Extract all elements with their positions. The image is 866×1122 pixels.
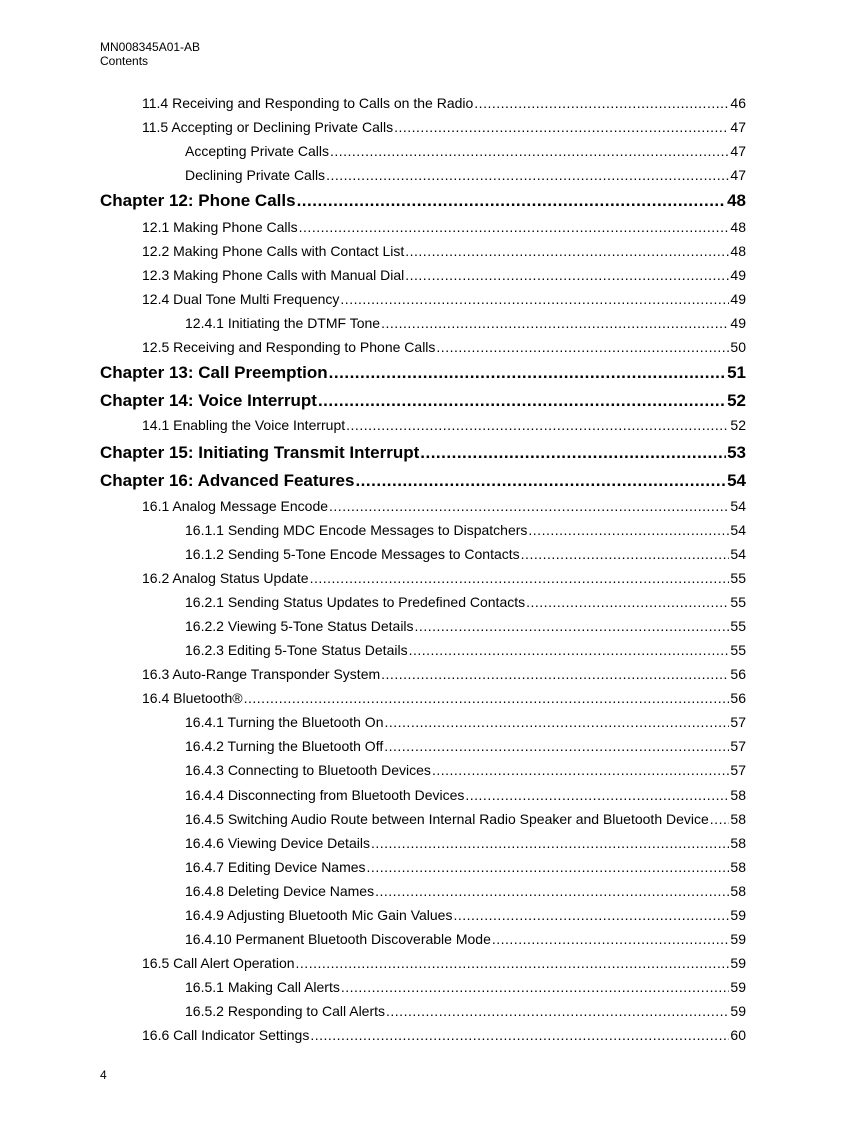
- toc-entry[interactable]: [142, 955, 746, 971]
- toc-entry-title: 12.3 Making Phone Calls with Manual Dial: [142, 267, 405, 283]
- toc-entry[interactable]: [185, 594, 746, 610]
- dot-leader: [384, 714, 729, 730]
- toc-entry-page: 49: [730, 267, 746, 283]
- toc-entry[interactable]: [185, 522, 746, 538]
- toc-entry-page: 58: [730, 883, 746, 899]
- toc-entry[interactable]: [185, 618, 746, 634]
- page-number: 4: [100, 1068, 107, 1082]
- toc-entry-title: 16.4.2 Turning the Bluetooth Off: [185, 738, 384, 754]
- dot-leader: [492, 931, 730, 947]
- toc-entry-page: 58: [730, 787, 746, 803]
- toc-entry[interactable]: [142, 417, 746, 433]
- dot-leader: [528, 522, 729, 538]
- toc-entry[interactable]: [185, 642, 746, 658]
- dot-leader: [409, 642, 730, 658]
- toc-entry-title: 16.5 Call Alert Operation: [142, 955, 295, 971]
- toc-entry-page: 48: [727, 191, 746, 210]
- dot-leader: [420, 443, 726, 463]
- toc-entry-page: 57: [730, 714, 746, 730]
- toc-entry-title: Declining Private Calls: [185, 167, 326, 183]
- dot-leader: [346, 417, 729, 433]
- toc-entry-page: 59: [730, 931, 746, 947]
- dot-leader: [329, 363, 726, 383]
- dot-leader: [310, 1027, 729, 1043]
- toc-entry-page: 49: [730, 291, 746, 307]
- toc-entry-title: 16.1.1 Sending MDC Encode Messages to Dispatchers: [185, 522, 528, 538]
- toc-entry-page: 52: [730, 417, 746, 433]
- toc-entry-title: 16.2.3 Editing 5-Tone Status Details: [185, 642, 408, 658]
- dot-leader: [453, 907, 729, 923]
- dot-leader: [474, 95, 729, 111]
- dot-leader: [415, 618, 730, 634]
- toc-entry-title: 16.4.10 Permanent Bluetooth Discoverable Mode: [185, 931, 491, 947]
- dot-leader: [432, 762, 729, 778]
- toc-entry-page: 46: [730, 95, 746, 111]
- toc-entry[interactable]: [142, 570, 746, 586]
- toc-entry-title: 12.1 Making Phone Calls: [142, 219, 298, 235]
- dot-leader: [310, 570, 730, 586]
- dot-leader: [381, 666, 729, 682]
- toc-entry-title: 14.1 Enabling the Voice Interrupt: [142, 417, 346, 433]
- toc-entry-page: 60: [730, 1027, 746, 1043]
- dot-leader: [330, 143, 729, 159]
- toc-entry-title: 16.4.1 Turning the Bluetooth On: [185, 714, 384, 730]
- dot-leader: [341, 979, 730, 995]
- toc-entry[interactable]: [185, 979, 746, 995]
- toc-entry[interactable]: [142, 291, 746, 307]
- toc-entry[interactable]: [142, 690, 746, 706]
- dot-leader: [297, 191, 727, 211]
- dot-leader: [394, 119, 729, 135]
- toc-entry[interactable]: [185, 762, 746, 778]
- toc-entry-title: 16.2.2 Viewing 5-Tone Status Details: [185, 618, 414, 634]
- toc-entry-page: 52: [727, 391, 746, 410]
- toc-entry[interactable]: [185, 167, 746, 183]
- dot-leader: [521, 546, 730, 562]
- toc-entry[interactable]: [142, 267, 746, 283]
- toc-entry-title: 16.4.7 Editing Device Names: [185, 859, 366, 875]
- toc-entry-title: 16.1.2 Sending 5-Tone Encode Messages to Contacts: [185, 546, 520, 562]
- toc-entry-title: 12.5 Receiving and Responding to Phone Calls: [142, 339, 436, 355]
- toc-entry[interactable]: [185, 907, 746, 923]
- toc-entry-title: Chapter 14: Voice Interrupt: [100, 391, 317, 410]
- toc-entry-title: Chapter 12: Phone Calls: [100, 191, 296, 210]
- toc-entry-page: 54: [730, 522, 746, 538]
- dot-leader: [329, 498, 729, 514]
- dot-leader: [299, 219, 730, 235]
- toc-entry-page: 48: [730, 243, 746, 259]
- toc-entry[interactable]: [142, 1027, 746, 1043]
- dot-leader: [384, 738, 729, 754]
- toc-entry-title: Chapter 15: Initiating Transmit Interrupt: [100, 443, 420, 462]
- toc-entry[interactable]: [185, 787, 746, 803]
- dot-leader: [405, 267, 729, 283]
- toc-entry-page: 59: [730, 1003, 746, 1019]
- dot-leader: [710, 811, 730, 827]
- toc-entry-title: 11.5 Accepting or Declining Private Calls: [142, 119, 394, 135]
- dot-leader: [340, 291, 729, 307]
- toc-entry-page: 47: [730, 119, 746, 135]
- dot-leader: [244, 690, 730, 706]
- toc-entry[interactable]: [142, 219, 746, 235]
- toc-entry-title: 11.4 Receiving and Responding to Calls on the Radio: [142, 95, 474, 111]
- toc-entry-title: 16.4 Bluetooth®: [142, 690, 243, 706]
- toc-entry[interactable]: [185, 835, 746, 851]
- toc-entry[interactable]: [185, 546, 746, 562]
- toc-entry[interactable]: [185, 811, 746, 827]
- toc-entry-page: 59: [730, 907, 746, 923]
- toc-entry-page: 54: [727, 471, 746, 490]
- toc-entry-page: 55: [730, 570, 746, 586]
- toc-entry-page: 57: [730, 762, 746, 778]
- toc-entry-page: 55: [730, 642, 746, 658]
- toc-entry-page: 56: [730, 690, 746, 706]
- dot-leader: [381, 315, 729, 331]
- toc-entry-title: 16.5.2 Responding to Call Alerts: [185, 1003, 386, 1019]
- toc-entry-title: 16.4.5 Switching Audio Route between Internal Radio Speaker and Bluetooth Device: [185, 811, 709, 827]
- toc-entry[interactable]: [185, 143, 746, 159]
- dot-leader: [465, 787, 729, 803]
- toc-entry-page: 56: [730, 666, 746, 682]
- toc-entry-title: 16.4.8 Deleting Device Names: [185, 883, 375, 899]
- toc-entry-page: 54: [730, 498, 746, 514]
- section-label: Contents: [100, 54, 149, 68]
- toc-chapter-entry[interactable]: [100, 391, 746, 411]
- toc-entry[interactable]: [185, 1003, 746, 1019]
- toc-entry-title: 12.4.1 Initiating the DTMF Tone: [185, 315, 381, 331]
- toc-entry[interactable]: [142, 666, 746, 682]
- toc-entry-page: 51: [727, 363, 746, 382]
- toc-entry-title: 16.4.3 Connecting to Bluetooth Devices: [185, 762, 431, 778]
- toc-entry-page: 59: [730, 955, 746, 971]
- toc-chapter-entry[interactable]: [100, 443, 746, 463]
- toc-entry[interactable]: [142, 243, 746, 259]
- dot-leader: [375, 883, 729, 899]
- toc-entry-title: 16.1 Analog Message Encode: [142, 498, 329, 514]
- toc-entry-title: Chapter 16: Advanced Features: [100, 471, 355, 490]
- toc-entry-title: 16.2.1 Sending Status Updates to Predefined Contacts: [185, 594, 526, 610]
- toc-entry-page: 50: [730, 339, 746, 355]
- toc-entry[interactable]: [185, 859, 746, 875]
- toc-entry[interactable]: [142, 498, 746, 514]
- toc-entry[interactable]: [185, 714, 746, 730]
- toc-entry[interactable]: [142, 119, 746, 135]
- toc-entry-page: 54: [730, 546, 746, 562]
- toc-entry-title: 16.5.1 Making Call Alerts: [185, 979, 340, 995]
- toc-chapter-entry[interactable]: [100, 191, 746, 211]
- toc-entry-page: 58: [730, 835, 746, 851]
- document-id: MN008345A01-AB: [100, 40, 201, 54]
- dot-leader: [367, 859, 730, 875]
- toc-entry-title: 16.6 Call Indicator Settings: [142, 1027, 310, 1043]
- toc-entry-page: 47: [730, 167, 746, 183]
- toc-entry-page: 59: [730, 979, 746, 995]
- toc-entry[interactable]: [142, 95, 746, 111]
- dot-leader: [326, 167, 729, 183]
- toc-entry-page: 48: [730, 219, 746, 235]
- toc-entry[interactable]: [185, 315, 746, 331]
- toc-entry-title: 16.2 Analog Status Update: [142, 570, 309, 586]
- toc-entry-title: 12.4 Dual Tone Multi Frequency: [142, 291, 340, 307]
- toc-chapter-entry[interactable]: [100, 363, 746, 383]
- toc-entry-page: 57: [730, 738, 746, 754]
- toc-entry[interactable]: [185, 738, 746, 754]
- dot-leader: [436, 339, 729, 355]
- toc-entry[interactable]: [185, 931, 746, 947]
- toc-entry-title: 16.4.9 Adjusting Bluetooth Mic Gain Values: [185, 907, 453, 923]
- dot-leader: [355, 471, 726, 491]
- dot-leader: [526, 594, 729, 610]
- toc-entry-title: Accepting Private Calls: [185, 143, 329, 159]
- toc-entry-page: 55: [730, 618, 746, 634]
- toc-entry-title: 16.3 Auto-Range Transponder System: [142, 666, 381, 682]
- toc-entry-title: 16.4.4 Disconnecting from Bluetooth Devices: [185, 787, 465, 803]
- dot-leader: [371, 835, 729, 851]
- toc-entry[interactable]: [185, 883, 746, 899]
- toc-entry-title: 16.4.6 Viewing Device Details: [185, 835, 370, 851]
- toc-entry-page: 47: [730, 143, 746, 159]
- dot-leader: [296, 955, 730, 971]
- dot-leader: [318, 391, 726, 411]
- toc-entry-page: 58: [730, 859, 746, 875]
- toc-entry-page: 58: [730, 811, 746, 827]
- dot-leader: [386, 1003, 729, 1019]
- toc-entry-title: 12.2 Making Phone Calls with Contact List: [142, 243, 405, 259]
- toc-entry-page: 55: [730, 594, 746, 610]
- toc-entry-title: Chapter 13: Call Preemption: [100, 363, 328, 382]
- toc-chapter-entry[interactable]: [100, 471, 746, 491]
- toc-entry[interactable]: [142, 339, 746, 355]
- dot-leader: [405, 243, 729, 259]
- toc-entry-page: 53: [727, 443, 746, 462]
- toc-entry-page: 49: [730, 315, 746, 331]
